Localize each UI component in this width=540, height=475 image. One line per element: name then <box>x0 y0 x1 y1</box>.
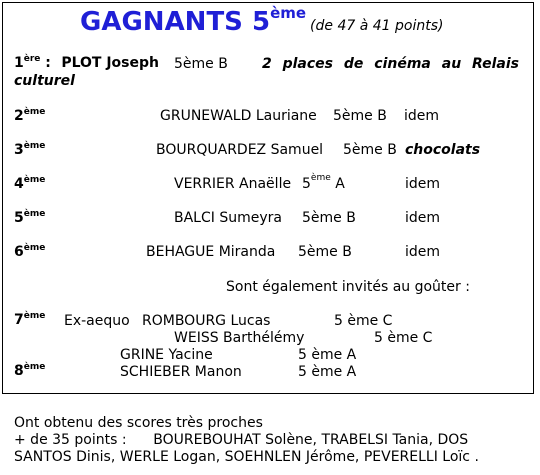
winner-prize: idem <box>404 108 440 124</box>
title-main: GAGNANTS 5ème <box>80 4 307 37</box>
invited-heading: Sont également invités au goûter : <box>226 279 470 295</box>
invited-name: WEISS Barthélémy <box>174 330 305 346</box>
winner-prize: idem <box>405 244 441 260</box>
exaequo-note: Ex-aequo <box>64 313 130 329</box>
footer-line-2: + de 35 points : BOUREBOUHAT Solène, TRABELSI Tania, DOS <box>14 432 469 448</box>
winner-name: BOURQUARDEZ Samuel <box>156 142 324 158</box>
winner-prize: idem <box>405 176 441 192</box>
winner-prize-cont: culturel <box>14 73 75 89</box>
invited-name: ROMBOURG Lucas <box>142 313 271 329</box>
title-subtitle: (de 47 à 41 points) <box>310 18 444 34</box>
winner-class: 5ème B <box>333 108 387 124</box>
rank-label: 7ème <box>14 311 46 328</box>
rank-label: 8ème <box>14 362 46 379</box>
rank-label: 4ème <box>14 175 46 192</box>
rank-label: 3ème <box>14 141 46 158</box>
invited-name: GRINE Yacine <box>120 347 213 363</box>
winner-name: BALCI Sumeyra <box>174 210 282 226</box>
winner-name: GRUNEWALD Lauriane <box>160 108 317 124</box>
winner-prize: 2 places de cinéma au Relais <box>262 56 519 72</box>
invited-class: 5 ème A <box>298 364 357 380</box>
invited-name: SCHIEBER Manon <box>120 364 242 380</box>
rank-label: 5ème <box>14 209 46 226</box>
winner-class: 5ème A <box>302 173 345 192</box>
footer-line-1: Ont obtenu des scores très proches <box>14 415 263 431</box>
winner-name: BEHAGUE Miranda <box>146 244 276 260</box>
page-title <box>80 4 444 37</box>
winner-class: 5ème B <box>174 56 228 72</box>
winner-name: VERRIER Anaëlle <box>174 176 292 192</box>
winner-prize: chocolats <box>405 142 481 158</box>
winner-name: PLOT Joseph <box>61 55 159 71</box>
winner-row-1 <box>14 55 159 71</box>
rank-label: 1ère : <box>14 54 51 71</box>
invited-class: 5 ème C <box>374 330 433 346</box>
winner-class: 5ème B <box>302 210 356 226</box>
winner-prize: idem <box>405 210 441 226</box>
footer-line-3: SANTOS Dinis, WERLE Logan, SOEHNLEN Jérôme, PEVERELLI Loïc . <box>14 449 479 465</box>
winner-class: 5ème B <box>343 142 397 158</box>
rank-label: 2ème <box>14 107 46 124</box>
invited-class: 5 ème A <box>298 347 357 363</box>
invited-class: 5 ème C <box>334 313 393 329</box>
rank-label: 6ème <box>14 243 46 260</box>
winner-class: 5ème B <box>298 244 352 260</box>
